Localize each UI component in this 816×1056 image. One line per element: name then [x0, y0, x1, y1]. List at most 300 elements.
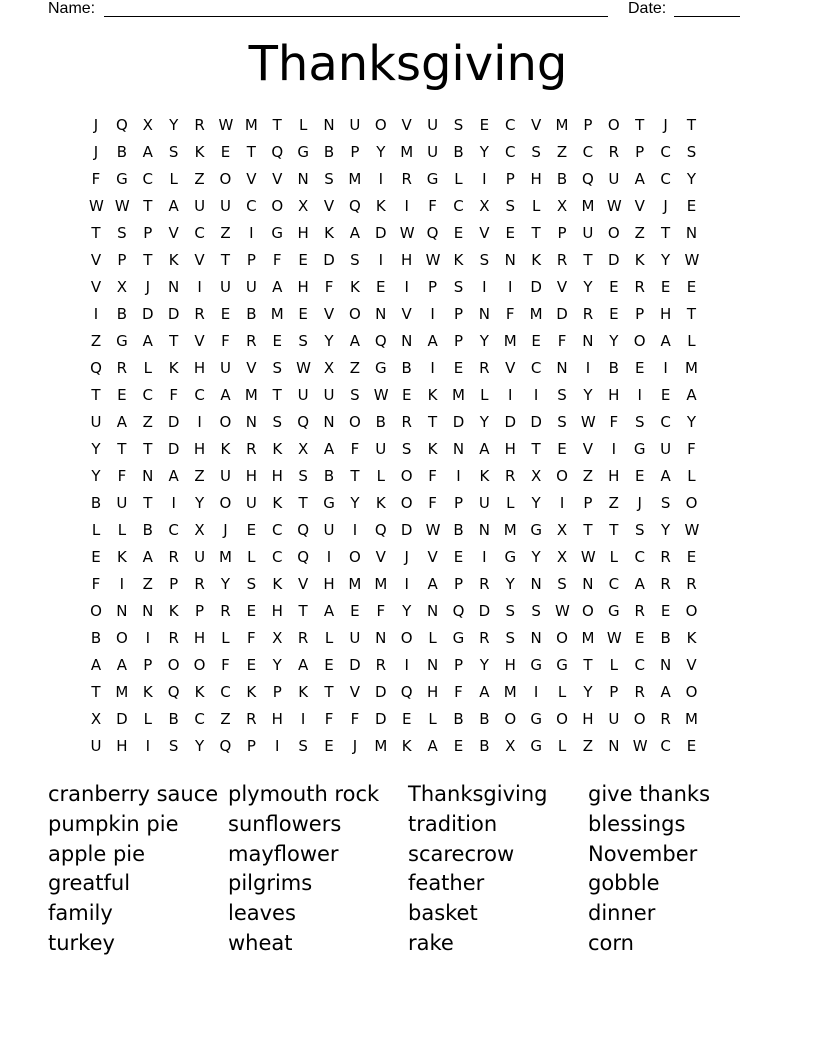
- grid-letter: T: [427, 413, 438, 431]
- grid-letter: E: [117, 386, 127, 404]
- grid-letter: F: [428, 494, 437, 512]
- grid-letter: I: [533, 683, 539, 701]
- grid-letter: Y: [169, 116, 179, 134]
- grid-letter: F: [91, 170, 101, 188]
- grid-letter: E: [298, 251, 308, 269]
- grid-letter: Z: [194, 467, 205, 485]
- grid-letter: W: [218, 116, 234, 134]
- grid-letter: E: [401, 710, 412, 728]
- grid-letter: C: [505, 143, 516, 161]
- grid-letter: F: [428, 467, 437, 485]
- grid-letter: M: [685, 359, 698, 377]
- grid-letter: N: [401, 332, 413, 350]
- grid-letter: Z: [220, 710, 231, 728]
- grid-letter: N: [659, 656, 672, 674]
- grid-letter: I: [559, 494, 565, 512]
- grid-letter: D: [400, 521, 413, 539]
- word-bank-item: tradition: [408, 811, 498, 836]
- grid-letter: N: [323, 116, 335, 134]
- grid-letter: T: [531, 224, 541, 242]
- grid-letter: Q: [582, 170, 594, 188]
- grid-letter: U: [323, 386, 335, 404]
- grid-letter: Y: [376, 143, 386, 161]
- grid-letter: A: [660, 683, 671, 701]
- grid-letter: Y: [686, 413, 697, 431]
- grid-letter: X: [90, 710, 102, 728]
- grid-letter: X: [272, 629, 283, 647]
- grid-letter: J: [93, 143, 99, 161]
- grid-letter: U: [608, 710, 620, 728]
- grid-letter: D: [142, 305, 154, 323]
- grid-letter: U: [219, 278, 231, 296]
- grid-letter: O: [219, 413, 232, 431]
- grid-letter: U: [427, 143, 439, 161]
- word-search-grid: [89, 112, 746, 760]
- grid-letter: K: [427, 386, 438, 404]
- grid-letter: K: [168, 251, 179, 269]
- grid-letter: Y: [609, 332, 619, 350]
- grid-letter: O: [193, 656, 206, 674]
- grid-letter: V: [556, 278, 568, 296]
- grid-letter: R: [608, 143, 620, 161]
- grid-letter: L: [506, 494, 515, 512]
- grid-row: [93, 139, 746, 166]
- grid-letter: F: [557, 332, 567, 350]
- grid-letter: T: [350, 467, 360, 485]
- grid-letter: U: [219, 467, 231, 485]
- word-bank-item: sunflowers: [228, 811, 342, 836]
- grid-letter: L: [428, 710, 437, 728]
- grid-letter: N: [323, 413, 335, 431]
- grid-row: [91, 382, 746, 409]
- grid-letter: I: [197, 278, 202, 296]
- grid-letter: N: [375, 305, 387, 323]
- word-bank-item: pilgrims: [228, 871, 313, 896]
- grid-letter: R: [582, 305, 594, 323]
- grid-letter: O: [633, 710, 646, 728]
- grid-letter: C: [634, 548, 645, 566]
- grid-letter: C: [660, 170, 671, 188]
- grid-letter: G: [530, 710, 542, 728]
- grid-letter: B: [323, 143, 335, 161]
- grid-letter: I: [171, 494, 176, 512]
- grid-letter: F: [221, 656, 230, 674]
- grid-letter: P: [453, 305, 463, 323]
- grid-letter: I: [378, 170, 384, 188]
- grid-letter: N: [168, 278, 180, 296]
- grid-letter: V: [168, 224, 179, 242]
- grid-letter: S: [298, 332, 308, 350]
- grid-letter: F: [91, 575, 101, 593]
- grid-letter: L: [454, 170, 463, 188]
- grid-letter: A: [142, 143, 153, 161]
- grid-row: [91, 463, 746, 490]
- grid-letter: A: [660, 467, 671, 485]
- grid-letter: I: [585, 359, 591, 377]
- grid-letter: Y: [479, 332, 489, 350]
- grid-letter: I: [352, 521, 358, 539]
- grid-row: [90, 733, 746, 760]
- grid-letter: Y: [479, 413, 489, 431]
- grid-letter: K: [324, 224, 334, 242]
- grid-letter: H: [271, 710, 283, 728]
- grid-letter: X: [297, 440, 309, 458]
- grid-row: [91, 517, 746, 544]
- grid-letter: M: [503, 683, 517, 701]
- grid-letter: I: [326, 548, 332, 566]
- grid-letter: B: [142, 521, 153, 539]
- grid-letter: B: [246, 305, 257, 323]
- grid-letter: U: [245, 278, 257, 296]
- grid-letter: K: [194, 143, 205, 161]
- grid-letter: O: [400, 467, 413, 485]
- grid-letter: T: [635, 116, 645, 134]
- grid-letter: P: [505, 170, 515, 188]
- grid-letter: O: [607, 116, 620, 134]
- grid-letter: I: [119, 575, 125, 593]
- grid-letter: O: [685, 683, 698, 701]
- grid-letter: B: [453, 521, 464, 539]
- word-bank-item: corn: [588, 930, 634, 955]
- grid-row: [91, 166, 746, 193]
- grid-letter: Y: [505, 575, 515, 593]
- grid-letter: G: [374, 359, 387, 377]
- grid-letter: O: [607, 224, 620, 242]
- grid-letter: P: [350, 143, 360, 161]
- grid-letter: S: [557, 386, 567, 404]
- grid-letter: M: [685, 710, 698, 728]
- grid-letter: B: [90, 629, 102, 647]
- grid-letter: Z: [608, 494, 619, 512]
- grid-letter: P: [453, 575, 463, 593]
- grid-letter: R: [479, 575, 490, 593]
- grid-letter: P: [635, 305, 645, 323]
- grid-letter: J: [637, 494, 642, 512]
- grid-letter: Y: [583, 386, 593, 404]
- grid-letter: N: [452, 440, 465, 458]
- grid-letter: V: [401, 116, 412, 134]
- grid-letter: Z: [556, 143, 568, 161]
- grid-letter: V: [479, 224, 490, 242]
- grid-letter: E: [220, 305, 231, 323]
- grid-letter: Y: [194, 494, 205, 512]
- grid-letter: I: [197, 413, 202, 431]
- grid-letter: R: [660, 548, 671, 566]
- word-bank-item: November: [588, 841, 698, 866]
- grid-letter: F: [428, 197, 437, 215]
- grid-letter: N: [245, 413, 257, 431]
- word-bank-item: greatful: [48, 871, 131, 896]
- grid-letter: H: [426, 683, 439, 701]
- grid-letter: A: [323, 440, 335, 458]
- grid-letter: K: [375, 494, 386, 512]
- grid-letter: H: [659, 305, 672, 323]
- grid-letter: R: [401, 170, 412, 188]
- grid-letter: R: [479, 629, 490, 647]
- grid-letter: X: [323, 359, 335, 377]
- grid-letter: K: [375, 197, 386, 215]
- grid-letter: P: [143, 224, 153, 242]
- grid-letter: Y: [91, 467, 101, 485]
- grid-letter: E: [686, 548, 697, 566]
- grid-letter: R: [634, 683, 645, 701]
- grid-letter: H: [582, 710, 594, 728]
- grid-letter: I: [378, 251, 384, 269]
- grid-letter: D: [375, 710, 387, 728]
- grid-letter: U: [194, 197, 206, 215]
- grid-letter: H: [323, 575, 335, 593]
- grid-letter: Q: [297, 413, 310, 431]
- grid-letter: E: [91, 548, 101, 566]
- grid-letter: B: [660, 629, 671, 647]
- grid-letter: T: [272, 386, 282, 404]
- grid-letter: O: [400, 494, 413, 512]
- grid-letter: O: [271, 197, 284, 215]
- grid-letter: K: [246, 683, 257, 701]
- grid-letter: W: [114, 197, 130, 215]
- grid-letter: Q: [297, 548, 310, 566]
- grid-letter: U: [349, 116, 361, 134]
- grid-letter: S: [117, 224, 127, 242]
- grid-letter: H: [401, 251, 413, 269]
- grid-letter: F: [247, 629, 256, 647]
- grid-letter: B: [375, 413, 386, 431]
- grid-letter: P: [246, 251, 256, 269]
- word-bank: [48, 780, 768, 959]
- grid-letter: Q: [349, 197, 361, 215]
- grid-letter: P: [557, 224, 567, 242]
- grid-letter: G: [530, 521, 542, 539]
- grid-letter: A: [479, 683, 490, 701]
- grid-letter: H: [297, 224, 309, 242]
- grid-letter: O: [685, 494, 698, 512]
- grid-letter: E: [660, 386, 671, 404]
- grid-letter: Y: [350, 494, 360, 512]
- grid-letter: S: [453, 116, 464, 134]
- grid-letter: N: [530, 629, 542, 647]
- date-blank-line: [674, 16, 740, 17]
- grid-letter: S: [168, 143, 179, 161]
- grid-letter: S: [168, 737, 179, 755]
- grid-letter: P: [428, 278, 438, 296]
- grid-letter: C: [246, 197, 257, 215]
- grid-letter: N: [116, 602, 128, 620]
- grid-letter: O: [685, 602, 698, 620]
- grid-letter: X: [194, 521, 205, 539]
- grid-row: [91, 436, 746, 463]
- grid-letter: V: [686, 656, 697, 674]
- grid-letter: J: [223, 521, 228, 539]
- word-bank-item: mayflower: [228, 841, 339, 866]
- grid-letter: Z: [349, 359, 361, 377]
- grid-letter: K: [427, 440, 438, 458]
- grid-letter: S: [272, 359, 282, 377]
- grid-letter: L: [609, 548, 618, 566]
- grid-letter: G: [530, 656, 542, 674]
- grid-letter: U: [323, 521, 335, 539]
- grid-letter: B: [90, 494, 102, 512]
- grid-letter: N: [142, 467, 154, 485]
- grid-letter: H: [530, 170, 542, 188]
- grid-letter: W: [580, 548, 596, 566]
- grid-letter: W: [296, 359, 311, 377]
- grid-letter: I: [508, 278, 513, 296]
- grid-letter: L: [557, 737, 567, 755]
- grid-letter: M: [451, 386, 465, 404]
- grid-letter: S: [298, 467, 308, 485]
- grid-letter: M: [244, 116, 258, 134]
- grid-letter: B: [608, 359, 619, 377]
- grid-row: [93, 112, 746, 139]
- grid-letter: D: [323, 251, 335, 269]
- word-bank-item: blessings: [588, 811, 686, 836]
- grid-letter: V: [297, 575, 309, 593]
- grid-letter: T: [91, 683, 101, 701]
- grid-letter: E: [479, 116, 490, 134]
- grid-letter: X: [556, 521, 568, 539]
- word-bank-item: rake: [408, 930, 454, 955]
- grid-letter: M: [581, 629, 595, 647]
- grid-letter: R: [194, 305, 205, 323]
- grid-letter: I: [93, 305, 99, 323]
- grid-letter: S: [505, 629, 516, 647]
- grid-letter: J: [145, 278, 150, 296]
- grid-letter: E: [298, 305, 308, 323]
- grid-letter: L: [117, 521, 127, 539]
- grid-letter: L: [247, 548, 256, 566]
- grid-letter: U: [375, 440, 387, 458]
- grid-letter: E: [220, 143, 231, 161]
- grid-letter: A: [220, 386, 231, 404]
- grid-row: [91, 544, 746, 571]
- grid-letter: K: [168, 602, 179, 620]
- grid-letter: P: [272, 683, 282, 701]
- grid-letter: P: [453, 332, 463, 350]
- grid-letter: R: [194, 116, 205, 134]
- grid-letter: R: [168, 629, 179, 647]
- grid-letter: B: [556, 170, 568, 188]
- grid-letter: W: [632, 737, 648, 755]
- grid-letter: S: [453, 278, 464, 296]
- grid-letter: R: [505, 467, 516, 485]
- grid-letter: Y: [479, 656, 489, 674]
- grid-letter: P: [143, 656, 153, 674]
- grid-letter: W: [373, 386, 389, 404]
- grid-letter: A: [349, 332, 361, 350]
- grid-letter: R: [220, 602, 231, 620]
- grid-letter: T: [298, 602, 308, 620]
- grid-letter: P: [609, 683, 619, 701]
- grid-letter: S: [557, 575, 567, 593]
- grid-letter: R: [634, 278, 645, 296]
- grid-letter: M: [529, 305, 543, 323]
- grid-letter: E: [453, 548, 464, 566]
- grid-letter: T: [91, 224, 101, 242]
- grid-letter: G: [426, 170, 439, 188]
- grid-letter: P: [583, 494, 593, 512]
- grid-letter: V: [246, 359, 257, 377]
- grid-letter: O: [374, 116, 387, 134]
- word-bank-item: pumpkin pie: [48, 811, 179, 836]
- grid-letter: S: [531, 602, 541, 620]
- grid-letter: E: [686, 278, 697, 296]
- grid-letter: N: [582, 575, 594, 593]
- grid-letter: G: [608, 602, 620, 620]
- grid-letter: A: [634, 575, 645, 593]
- grid-letter: K: [220, 440, 231, 458]
- grid-row: [91, 220, 746, 247]
- grid-letter: N: [478, 521, 490, 539]
- grid-letter: K: [116, 548, 127, 566]
- grid-letter: C: [634, 656, 645, 674]
- grid-letter: A: [272, 278, 283, 296]
- grid-letter: K: [531, 251, 542, 269]
- word-bank-item: apple pie: [48, 841, 146, 866]
- word-bank-item: feather: [408, 871, 485, 896]
- grid-letter: I: [663, 359, 668, 377]
- grid-letter: A: [634, 170, 645, 188]
- grid-letter: O: [556, 710, 568, 728]
- word-bank-item: turkey: [48, 930, 115, 955]
- grid-letter: H: [504, 656, 516, 674]
- grid-letter: F: [324, 278, 334, 296]
- grid-letter: G: [323, 494, 335, 512]
- grid-letter: Z: [142, 413, 153, 431]
- grid-letter: U: [427, 116, 439, 134]
- grid-letter: I: [404, 197, 409, 215]
- grid-letter: U: [582, 224, 594, 242]
- grid-letter: V: [194, 332, 205, 350]
- grid-letter: D: [349, 656, 361, 674]
- grid-letter: O: [349, 413, 361, 431]
- grid-letter: T: [117, 440, 127, 458]
- grid-letter: T: [324, 683, 334, 701]
- grid-letter: V: [194, 251, 205, 269]
- grid-letter: T: [246, 143, 256, 161]
- grid-letter: N: [608, 737, 620, 755]
- grid-letter: A: [427, 575, 438, 593]
- grid-row: [90, 274, 746, 301]
- grid-letter: E: [324, 737, 334, 755]
- grid-letter: N: [297, 170, 309, 188]
- grid-letter: V: [401, 305, 412, 323]
- grid-letter: K: [401, 737, 412, 755]
- grid-letter: H: [245, 467, 257, 485]
- grid-letter: M: [218, 548, 232, 566]
- grid-letter: L: [221, 629, 230, 647]
- grid-letter: D: [375, 224, 387, 242]
- grid-letter: D: [556, 305, 568, 323]
- grid-letter: O: [633, 332, 646, 350]
- grid-letter: W: [425, 251, 441, 269]
- grid-letter: U: [478, 494, 490, 512]
- grid-letter: U: [90, 413, 102, 431]
- grid-letter: V: [90, 251, 102, 269]
- grid-letter: C: [168, 521, 179, 539]
- grid-row: [90, 355, 746, 382]
- grid-letter: Y: [531, 494, 541, 512]
- grid-letter: S: [557, 413, 567, 431]
- grid-letter: X: [479, 197, 490, 215]
- grid-row: [90, 706, 746, 733]
- grid-letter: E: [246, 602, 257, 620]
- grid-letter: O: [349, 548, 361, 566]
- grid-letter: V: [272, 170, 283, 188]
- grid-letter: C: [142, 386, 154, 404]
- grid-letter: V: [634, 197, 645, 215]
- grid-letter: Y: [324, 332, 334, 350]
- grid-letter: C: [660, 143, 671, 161]
